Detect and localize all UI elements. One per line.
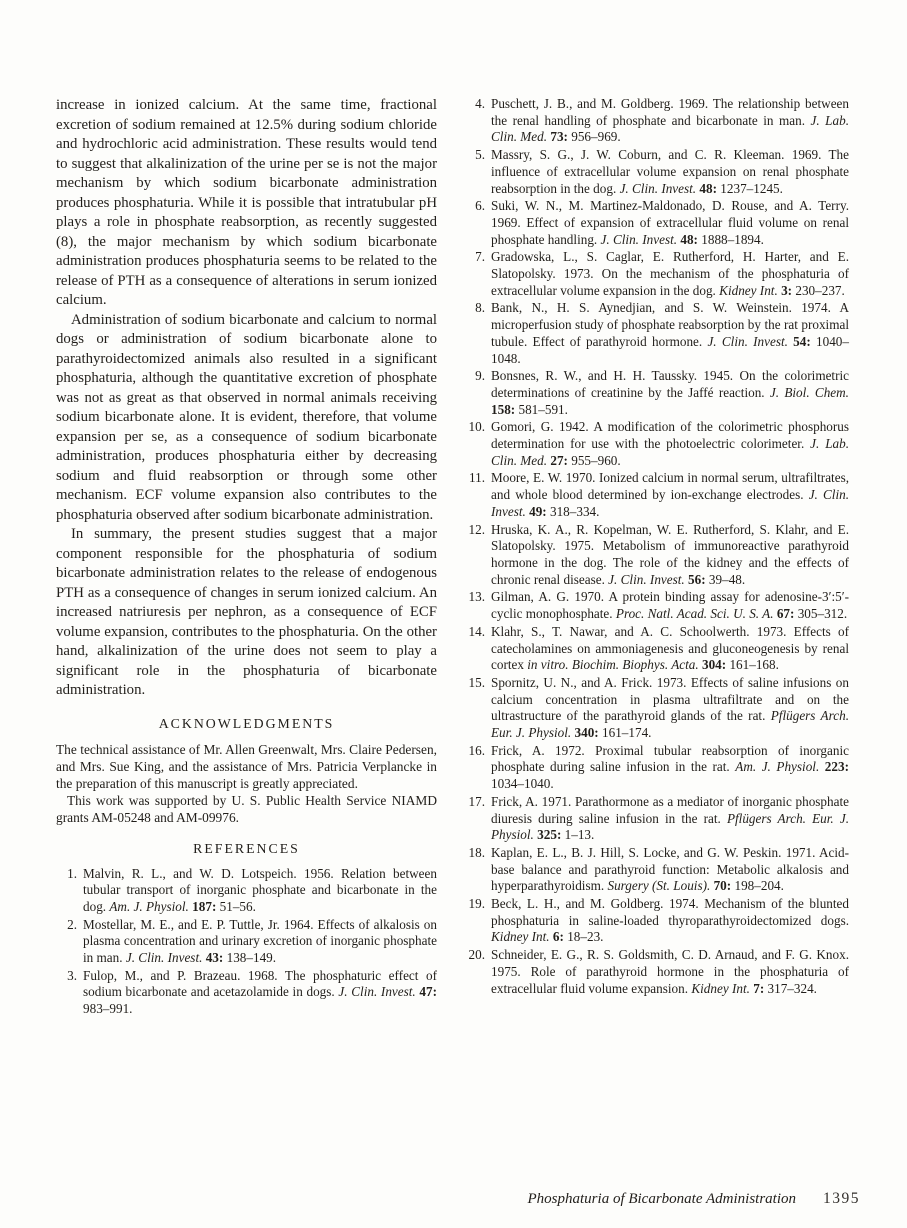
reference-pages: 230–237. <box>792 282 845 298</box>
reference-item <box>464 947 849 997</box>
reference-text: Gomori, G. 1942. A modification of the colorimetric phosphorus determination for use with the photoelectric colorimeter. <box>491 419 849 452</box>
reference-number: 19. <box>468 896 485 912</box>
reference-journal: J. Clin. Invest. <box>125 950 203 966</box>
reference-pages: 161–174. <box>598 725 652 741</box>
reference-body <box>491 249 849 299</box>
reference-pages: 1888–1894. <box>697 231 764 247</box>
reference-item <box>56 866 437 916</box>
reference-item <box>56 968 437 1018</box>
reference-list-right <box>464 96 849 997</box>
reference-text: Gradowska, L., S. Caglar, E. Rutherford, H. Harter, and E. Slatopolsky. 1973. On the mechanism of the phosphaturia of extracellular volume expansion in the dog. <box>491 249 849 298</box>
reference-volume: 7: <box>749 980 765 996</box>
reference-journal: Pflügers Arch. Eur. J. Physiol. <box>491 810 849 843</box>
reference-text: Mostellar, M. E., and E. P. Tuttle, Jr. 1964. Effects of alkalosis on plasma concentration and urinary excretion of inorganic phosphate in man. <box>83 916 437 966</box>
reference-pages: 39–48. <box>705 571 746 587</box>
reference-item <box>56 917 437 967</box>
reference-volume: 223: <box>819 759 849 775</box>
reference-body <box>491 743 849 793</box>
reference-body <box>83 917 437 967</box>
reference-text: Puschett, J. B., and M. Goldberg. 1969. The relationship between the renal handling of phosphate and bicarbonate in man. <box>491 96 849 128</box>
left-column <box>56 96 437 1019</box>
reference-number: 6. <box>475 198 485 214</box>
references-heading: REFERENCES <box>193 840 300 856</box>
acknowledgments-heading: ACKNOWLEDGMENTS <box>158 715 335 731</box>
reference-text: Beck, L. H., and M. Goldberg. 1974. Mechanism of the blunted phosphaturia in saline-loaded thyroparathyroidectomized dogs. <box>491 896 849 928</box>
reference-journal: Surgery (St. Louis). <box>607 878 711 894</box>
reference-item <box>464 147 849 197</box>
right-column <box>464 96 849 1019</box>
reference-text: Spornitz, U. N., and A. Frick. 1973. Effects of saline infusions on calcium concentration in plasma ultrafiltrate and on the ultrastructure of the parathyroid glands of the rat. <box>491 674 849 724</box>
acknowledgments-paragraph: The technical assistance of Mr. Allen Greenwalt, Mrs. Claire Pedersen, and Mrs. Sue King, and the assistance of Mrs. Patricia Verplancke in the preparation of this manuscript is greatly appreciated. <box>56 741 437 791</box>
reference-body <box>491 845 849 895</box>
reference-number: 10. <box>468 419 485 435</box>
reference-number: 14. <box>468 623 485 639</box>
reference-pages: 305–312. <box>794 606 848 622</box>
reference-body <box>491 198 849 248</box>
reference-body <box>491 794 849 844</box>
reference-body <box>491 147 849 197</box>
reference-text: Malvin, R. L., and W. D. Lotspeich. 1956. Relation between tubular transport of inorganic phosphate and bicarbonate in the dog. <box>83 865 437 914</box>
reference-journal: J. Clin. Invest. <box>491 487 850 519</box>
reference-pages: 1237–1245. <box>717 180 783 196</box>
reference-item <box>464 419 849 469</box>
reference-pages: 317–324. <box>764 980 817 996</box>
body-paragraph: In summary, the present studies suggest that a major component responsible for the phosphaturia of sodium bicarbonate administration relates to the release of endogenous PTH as a consequence of changes in serum ionized calcium. An increased natriuresis per nephron, as a consequence of ECF volume expansion, contributes to the phosphaturia. On the other hand, alkalinization of the urine does not seem to play a significant role in the phosphaturia of bicarbonate administration. <box>56 526 437 698</box>
reference-pages: 138–149. <box>223 950 277 966</box>
reference-journal: J. Clin. Invest. <box>608 571 685 587</box>
reference-text: Gilman, A. G. 1970. A protein binding assay for adenosine-3′:5′-cyclic monophosphate. <box>491 589 849 622</box>
reference-item <box>464 368 849 418</box>
reference-number: 1. <box>67 865 77 881</box>
reference-item <box>464 300 849 367</box>
reference-item <box>464 743 849 793</box>
reference-item <box>464 624 849 674</box>
reference-text: Kaplan, E. L., B. J. Hill, S. Locke, and G. W. Peskin. 1971. Acid-base balance and parathyroid function: Metabolic alkalosis and hyperparathyroidism. <box>491 844 849 894</box>
reference-volume: 73: <box>547 129 568 145</box>
reference-number: 17. <box>468 793 485 809</box>
page-footer <box>528 1190 860 1208</box>
reference-number: 3. <box>67 967 77 983</box>
reference-volume: 325: <box>533 827 562 843</box>
reference-journal: J. Lab. Clin. Med. <box>491 436 850 468</box>
reference-journal: Am. J. Physiol. <box>109 898 189 914</box>
reference-pages: 51–56. <box>216 898 256 914</box>
reference-body <box>491 675 849 742</box>
reference-text: Frick, A. 1971. Parathormone as a mediator of inorganic phosphate diuresis during saline infusion in the rat. <box>491 793 849 826</box>
reference-number: 7. <box>475 249 485 265</box>
reference-volume: 47: <box>415 984 437 1000</box>
reference-journal: J. Lab. Clin. Med. <box>491 112 849 145</box>
reference-pages: 18–23. <box>563 929 604 945</box>
reference-pages: 1034–1040. <box>491 776 554 792</box>
reference-body <box>491 419 849 469</box>
reference-item <box>464 896 849 946</box>
reference-number: 16. <box>468 742 485 758</box>
reference-number: 5. <box>475 147 485 163</box>
reference-item <box>464 794 849 844</box>
reference-number: 9. <box>475 368 485 384</box>
reference-number: 18. <box>468 844 485 860</box>
reference-volume: 187: <box>188 898 217 914</box>
reference-pages: 161–168. <box>726 657 779 673</box>
reference-text: Frick, A. 1972. Proximal tubular reabsorption of inorganic phosphate during saline infusion in the rat. <box>491 742 849 775</box>
reference-volume: 67: <box>773 606 795 622</box>
reference-journal: J. Clin. Invest. <box>338 984 416 1000</box>
reference-number: 13. <box>468 589 485 605</box>
reference-journal: Kidney Int. <box>691 980 750 996</box>
reference-volume: 304: <box>698 657 727 673</box>
reference-journal: Am. J. Physiol. <box>735 759 820 775</box>
reference-item <box>464 470 849 520</box>
reference-pages: 1–13. <box>561 827 595 843</box>
page-content <box>56 96 849 1019</box>
acknowledgments-paragraph: This work was supported by U. S. Public Health Service NIAMD grants AM-05248 and AM-09976. <box>56 792 437 825</box>
reference-body <box>491 96 849 146</box>
reference-item <box>464 249 849 299</box>
reference-text: Hruska, K. A., R. Kopelman, W. E. Rutherford, S. Klahr, and E. Slatopolsky. 1975. Metabolism of immunoreactive parathyroid hormone in the dog. The role of the kidney and the effects of chronic renal disease. <box>491 521 849 587</box>
body-text <box>56 96 437 701</box>
running-title: Phosphaturia of Bicarbonate Administration <box>527 1191 796 1207</box>
reference-journal: in vitro. Biochim. Biophys. Acta. <box>527 657 699 673</box>
reference-text: Bonsnes, R. W., and H. H. Taussky. 1945. On the colorimetric determinations of creatinine by the Jaffé reaction. <box>491 368 849 400</box>
reference-volume: 27: <box>547 452 568 468</box>
reference-pages: 318–334. <box>546 503 600 519</box>
reference-pages: 581–591. <box>515 401 568 417</box>
reference-journal: J. Biol. Chem. <box>769 384 849 400</box>
reference-volume: 48: <box>677 231 698 247</box>
reference-body <box>83 866 437 916</box>
reference-body <box>491 300 849 367</box>
reference-body <box>491 470 849 520</box>
reference-journal: Proc. Natl. Acad. Sci. U. S. A. <box>615 606 774 622</box>
body-paragraph: increase in ionized calcium. At the same time, fractional excretion of sodium remained at 12.5% during sodium chloride and hydrochloric acid administration. These results would tend to suggest that alkalinization of the urine per se is not the major mechanism by which sodium bicarbonate administration produces phosphaturia. While it is possible that intratubular pH plays a role in phosphate reabsorption, as recently suggested (8), the major mechanism by which sodium bicarbonate administration produces phosphaturia seems to be related to the release of PTH as a consequence of alterations in serum ionized calcium. <box>56 97 437 308</box>
reference-number: 2. <box>67 916 77 932</box>
reference-text: Suki, W. N., M. Martinez-Maldonado, D. Rouse, and A. Terry. 1969. Effect of expansion of extracellular fluid volume on renal phosphate handling. <box>491 198 849 247</box>
reference-journal: Kidney Int. <box>491 929 550 945</box>
reference-text: Bank, N., H. S. Aynedjian, and S. W. Weinstein. 1974. A microperfusion study of phosphate reabsorption by the rat proximal tubule. Effect of parathyroid hormone. <box>491 300 849 349</box>
reference-body <box>491 368 849 418</box>
reference-body <box>491 624 849 674</box>
reference-pages: 956–969. <box>567 129 621 145</box>
reference-number: 8. <box>475 300 485 316</box>
reference-body <box>491 589 849 622</box>
reference-volume: 6: <box>549 929 564 945</box>
reference-text: Klahr, S., T. Nawar, and A. C. Schoolwerth. 1973. Effects of catecholamines on ammoniagenesis and gluconeogenesis by renal cortex <box>491 623 849 673</box>
body-paragraph: Administration of sodium bicarbonate and calcium to normal dogs or administration of sodium bicarbonate alone to parathyroidectomized animals also resulted in a significant phosphaturia, although the quantitative excretion of phosphate was not as great as that observed in normal animals receiving sodium bicarbonate alone. It is evident, therefore, that volume expansion per se, as a consequence of sodium bicarbonate administration, produces phosphaturia either by decreasing sodium and fluid reabsorption or through some other mechanism. ECF volume expansion also contributes to the phosphaturia observed after sodium bicarbonate administration. <box>56 311 437 523</box>
reference-volume: 70: <box>710 878 732 894</box>
reference-journal: J. Clin. Invest. <box>600 231 678 247</box>
reference-journal: J. Clin. Invest. <box>707 333 788 349</box>
reference-pages: 198–204. <box>731 878 784 894</box>
reference-volume: 3: <box>777 282 793 298</box>
reference-item <box>464 198 849 248</box>
reference-volume: 54: <box>787 333 811 349</box>
reference-number: 4. <box>475 96 485 111</box>
reference-list-left <box>56 866 437 1018</box>
reference-journal: Pflügers Arch. Eur. J. Physiol. <box>491 708 849 741</box>
reference-item <box>464 675 849 742</box>
reference-pages: 955–960. <box>567 452 621 468</box>
reference-item <box>464 845 849 895</box>
reference-volume: 43: <box>202 950 224 966</box>
reference-number: 12. <box>468 521 485 537</box>
reference-text: Massry, S. G., J. W. Coburn, and C. R. Kleeman. 1969. The influence of extracellular volume expansion on renal phosphate reabsorption in the dog. <box>491 147 849 196</box>
reference-volume: 56: <box>684 571 706 587</box>
reference-item <box>464 522 849 589</box>
reference-pages: 1040–1048. <box>491 333 849 366</box>
reference-item <box>464 96 849 146</box>
reference-journal: Kidney Int. <box>719 282 778 298</box>
reference-volume: 158: <box>491 401 516 417</box>
reference-pages: 983–991. <box>83 1001 133 1017</box>
page-number: 1395 <box>823 1190 860 1207</box>
reference-journal: J. Clin. Invest. <box>619 180 697 196</box>
reference-number: 11. <box>469 470 485 486</box>
reference-text: Moore, E. W. 1970. Ionized calcium in normal serum, ultrafiltrates, and whole blood determined by ion-exchange electrodes. <box>491 470 849 503</box>
reference-number: 20. <box>468 947 485 963</box>
reference-text: Fulop, M., and P. Brazeau. 1968. The phosphaturic effect of sodium bicarbonate and acetazolamide in dogs. <box>83 967 437 1000</box>
reference-body <box>491 896 849 946</box>
acknowledgments-text <box>56 741 437 826</box>
reference-body <box>83 968 437 1018</box>
reference-item <box>464 589 849 622</box>
reference-volume: 340: <box>571 725 599 741</box>
reference-volume: 48: <box>696 180 717 196</box>
reference-number: 15. <box>468 674 485 690</box>
reference-text: Schneider, E. G., R. S. Goldsmith, C. D. Arnaud, and F. G. Knox. 1975. Role of parathyroid hormone in the phosphaturia of extracellular fluid volume expansion. <box>491 947 849 996</box>
reference-volume: 49: <box>525 503 547 519</box>
reference-body <box>491 522 849 589</box>
reference-body <box>491 947 849 997</box>
